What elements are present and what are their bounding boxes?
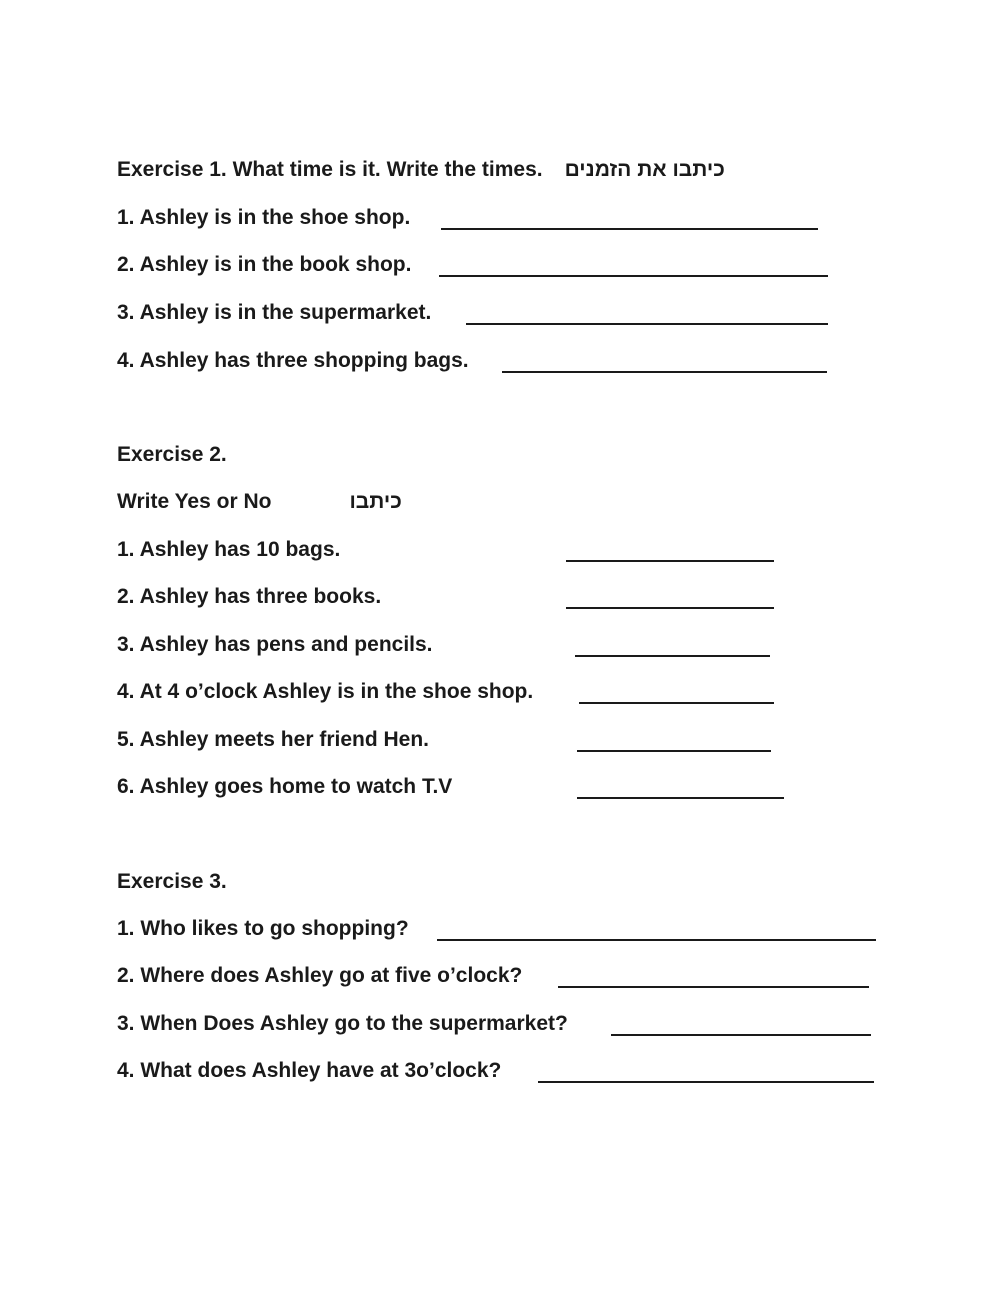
exercise2-item-5	[117, 726, 429, 754]
exercise1-item-3	[117, 299, 431, 327]
exercise3-answer-line-1[interactable]	[437, 939, 876, 941]
exercise3-answer-line-2[interactable]	[558, 986, 869, 988]
exercise1-item-2	[117, 251, 411, 279]
exercise2-answer-line-6[interactable]	[577, 797, 784, 799]
exercise2-item-4	[117, 678, 533, 706]
exercise2-answer-line-5[interactable]	[577, 750, 771, 752]
exercise3-item-4	[117, 1057, 501, 1085]
exercise1-item-4	[117, 347, 469, 375]
exercise2-item-3	[117, 631, 433, 659]
exercise1-answer-line-1[interactable]	[441, 228, 818, 230]
exercise2-instruction-hebrew: כיתבו	[349, 490, 402, 513]
exercise2-answer-line-3[interactable]	[575, 655, 770, 657]
exercise1-item-2-text: 2. Ashley is in the book shop.	[117, 253, 412, 276]
exercise2-item-1	[117, 536, 340, 564]
exercise3-answer-line-4[interactable]	[538, 1081, 874, 1083]
exercise2-item-2-text: 2. Ashley has three books.	[117, 585, 382, 608]
exercise1-heading-hebrew: כיתבו את הזמנים	[564, 158, 725, 181]
exercise2-item-1-text: 1. Ashley has 10 bags.	[117, 538, 341, 561]
exercise2-item-2	[117, 583, 381, 611]
exercise3-item-3-text: 3. When Does Ashley go to the supermarket?	[117, 1012, 568, 1035]
exercise3-heading: Exercise 3.	[117, 870, 227, 893]
exercise1-item-1	[117, 204, 410, 232]
exercise3-item-2	[117, 962, 522, 990]
exercise3-item-1	[117, 915, 409, 943]
exercise1-answer-line-3[interactable]	[466, 323, 828, 325]
exercise3-item-2-text: 2. Where does Ashley go at five o’clock?	[117, 964, 523, 987]
exercise3-item-4-text: 4. What does Ashley have at 3o’clock?	[117, 1059, 502, 1082]
exercise2-instruction-row	[117, 488, 402, 516]
exercise3-item-3	[117, 1010, 568, 1038]
exercise2-item-4-text: 4. At 4 o’clock Ashley is in the shoe shop.	[117, 680, 534, 703]
exercise1-item-1-text: 1. Ashley is in the shoe shop.	[117, 206, 411, 229]
exercise1-answer-line-4[interactable]	[502, 371, 827, 373]
exercise2-answer-line-1[interactable]	[566, 560, 774, 562]
exercise2-heading: Exercise 2.	[117, 443, 227, 466]
exercise2-item-5-text: 5. Ashley meets her friend Hen.	[117, 728, 429, 751]
exercise3-item-1-text: 1. Who likes to go shopping?	[117, 917, 409, 940]
exercise2-answer-line-4[interactable]	[579, 702, 774, 704]
exercise2-instruction: Write Yes or No	[117, 490, 272, 513]
exercise1-heading-row	[117, 156, 725, 184]
exercise1-heading: Exercise 1. What time is it. Write the times.	[117, 158, 543, 181]
exercise2-item-3-text: 3. Ashley has pens and pencils.	[117, 633, 433, 656]
exercise2-item-6-text: 6. Ashley goes home to watch T.V	[117, 775, 453, 798]
exercise1-item-4-text: 4. Ashley has three shopping bags.	[117, 349, 469, 372]
exercise1-item-3-text: 3. Ashley is in the supermarket.	[117, 301, 432, 324]
exercise2-item-6	[117, 773, 452, 801]
exercise2-answer-line-2[interactable]	[566, 607, 774, 609]
exercise1-answer-line-2[interactable]	[439, 275, 828, 277]
exercise3-answer-line-3[interactable]	[611, 1034, 871, 1036]
